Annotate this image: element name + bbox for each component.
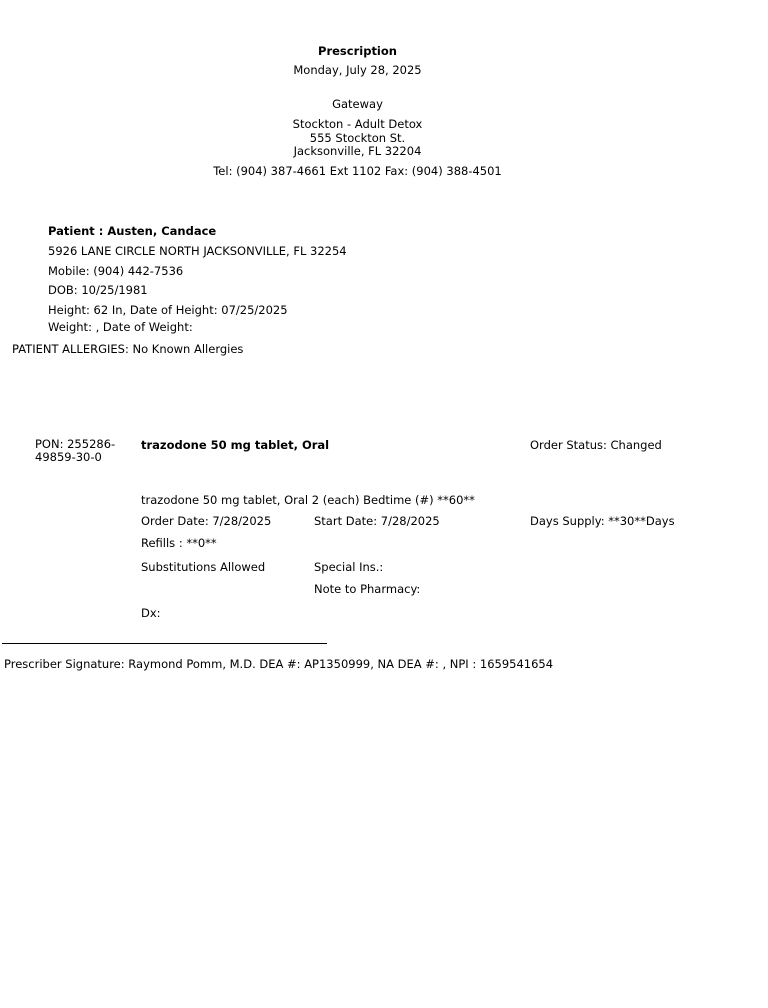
patient-weight: Weight: , Date of Weight: <box>48 320 193 334</box>
patient-address: 5926 LANE CIRCLE NORTH JACKSONVILLE, FL 32254 <box>48 244 347 258</box>
order-special-instructions: Special Ins.: <box>314 560 384 574</box>
patient-height: Height: 62 In, Date of Height: 07/25/2025 <box>48 303 288 317</box>
order-sig: trazodone 50 mg tablet, Oral 2 (each) Bedtime (#) **60** <box>141 493 475 507</box>
prescriber-signature: Prescriber Signature: Raymond Pomm, M.D. DEA #: AP1350999, NA DEA #: , NPI : 1659541654 <box>4 657 554 671</box>
order-days-supply: Days Supply: **30**Days <box>530 514 675 528</box>
order-note-to-pharmacy: Note to Pharmacy: <box>314 582 421 596</box>
order-diagnosis: Dx: <box>141 606 161 620</box>
order-refills: Refills : **0** <box>141 536 217 550</box>
allergies-value: No Known Allergies <box>132 342 244 356</box>
document-date: Monday, July 28, 2025 <box>293 63 422 77</box>
facility-contact: Tel: (904) 387-4661 Ext 1102 Fax: (904) 388-4501 <box>213 164 502 178</box>
order-start-date: Start Date: 7/28/2025 <box>314 514 440 528</box>
order-date: Order Date: 7/28/2025 <box>141 514 272 528</box>
document-title: Prescription <box>318 44 397 58</box>
signature-line <box>2 643 327 644</box>
patient-name: Patient : Austen, Candace <box>48 224 217 238</box>
facility-city: Jacksonville, FL 32204 <box>293 144 422 158</box>
facility-name: Stockton - Adult Detox <box>292 117 423 131</box>
order-substitutions: Substitutions Allowed <box>141 560 266 574</box>
patient-mobile: Mobile: (904) 442-7536 <box>48 264 184 278</box>
patient-allergies <box>12 342 243 356</box>
facility-street: 555 Stockton St. <box>309 131 406 145</box>
order-status: Order Status: Changed <box>530 438 662 452</box>
organization-name: Gateway <box>332 97 383 111</box>
patient-dob: DOB: 10/25/1981 <box>48 283 148 297</box>
order-pon: PON: 255286-49859-30-0 <box>35 437 116 464</box>
allergies-label: PATIENT ALLERGIES: <box>12 342 129 356</box>
order-drug-name: trazodone 50 mg tablet, Oral <box>141 438 330 452</box>
